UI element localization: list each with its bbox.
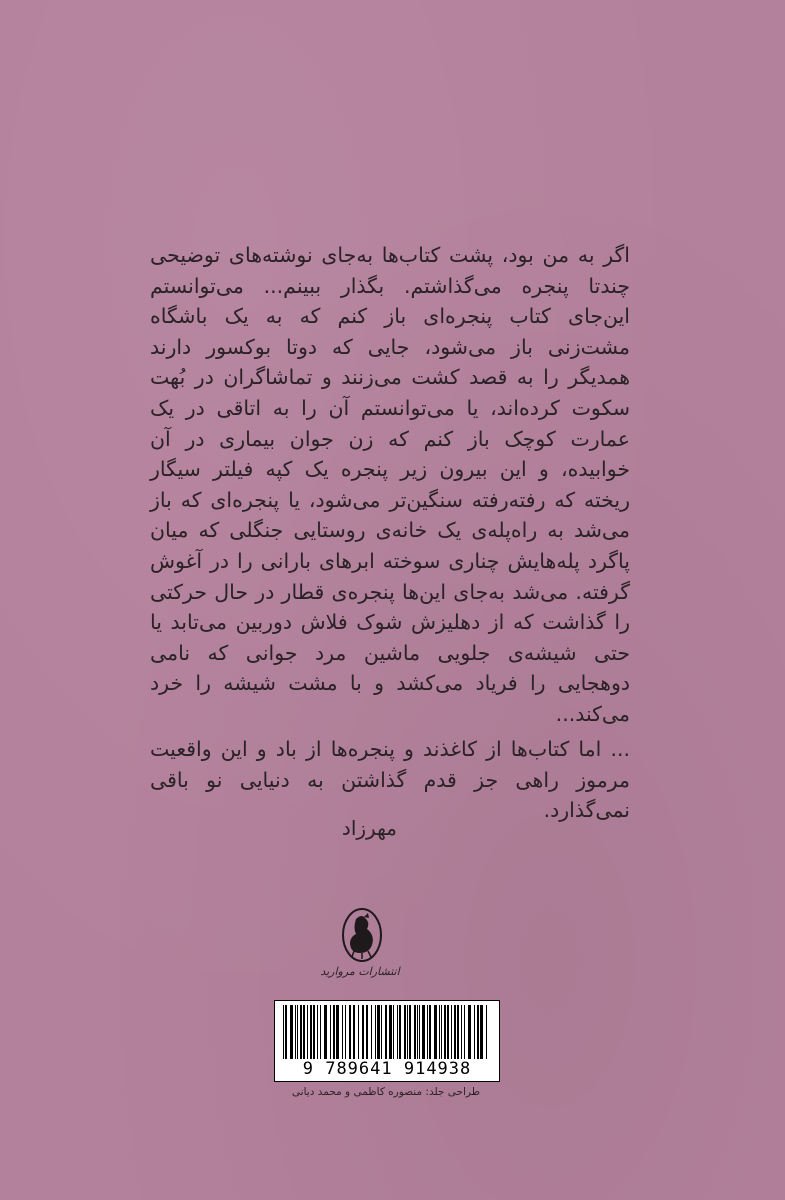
barcode-bar	[342, 1005, 343, 1059]
barcode-bar	[283, 1005, 284, 1059]
barcode-bar	[324, 1005, 327, 1059]
publisher-name: انتشارات مروارید	[320, 965, 400, 978]
rooster-logo-icon	[340, 905, 384, 963]
barcode-bar	[307, 1005, 308, 1059]
barcode-bar	[375, 1005, 376, 1059]
barcode-bar	[349, 1005, 351, 1059]
barcode-bar	[317, 1005, 318, 1059]
barcode-bar	[381, 1005, 382, 1059]
barcode-bar	[290, 1005, 293, 1059]
barcode-bar	[429, 1005, 431, 1059]
barcode-bar	[409, 1005, 411, 1059]
barcode-bar	[371, 1005, 372, 1059]
barcode-bar	[461, 1005, 462, 1059]
barcode-bar	[310, 1005, 312, 1059]
barcode-bar	[439, 1005, 440, 1059]
barcode-bar	[295, 1005, 296, 1059]
barcode-bar	[345, 1005, 346, 1059]
barcode-bar	[407, 1005, 408, 1059]
barcode-bar	[464, 1005, 465, 1059]
barcode-bar	[300, 1005, 302, 1059]
barcode-bar	[422, 1005, 425, 1059]
barcode-bar	[454, 1005, 456, 1059]
barcode-bar	[397, 1005, 398, 1059]
barcode-bar	[297, 1005, 298, 1059]
blurb-paragraph-2: ... اما کتاب‌ها از کاغذند و پنجره‌ها از باد و این واقعیت مرموز راهی جز قدم گذاشتن به دنیایی نو باقی نمی‌گذارد.	[150, 737, 630, 823]
isbn-number: 9 789641 914938	[302, 1059, 472, 1079]
barcode-bar	[362, 1005, 364, 1059]
barcode-bar	[441, 1005, 442, 1059]
barcode-bar	[303, 1005, 305, 1059]
author-signature: مهرزاد	[341, 816, 397, 840]
barcode-bar	[385, 1005, 387, 1059]
barcode-bar	[399, 1005, 401, 1059]
barcode-bar	[353, 1005, 355, 1059]
barcode-bar	[313, 1005, 315, 1059]
barcode-bar	[468, 1005, 471, 1059]
barcode-bar	[444, 1005, 446, 1059]
blurb-paragraph-1: اگر به من بود، پشت کتاب‌ها به‌جای نوشته‌های توضیحی چندتا پنجره می‌گذاشتم. بگذار ببینم... می‌توانستم این‌جای کتاب پنجره‌ای باز کنم که به یک باشگاه مشت‌زنی باز می‌شود، جایی که دوتا بوکسور دارند همدیگر را به قصد کشت می‌زنند و تماشاگران در بُهت سکوت کرده‌اند، یا می‌توانستم آن را به اتاقی در یک عمارت کوچک باز کنم که زن جوان بیماری در آن خوابیده، و این بیرون زیر پنجره یک کپه فیلتر سیگار ریخته که رفته‌رفته سنگین‌تر می‌شود، یا پنجره‌ای که باز می‌شد به راه‌پله‌ی یک خانه‌ی روستایی جنگلی که میان پاگرد پله‌هایش چناری سوخته ابرهای بارانی را در آغوش گرفته. می‌شد به‌جای این‌ها پنجره‌ی قطار در حال حرکتی را گذاشت که از دهلیزش شوک فلاش دوربین می‌تابد یا حتی شیشه‌ی جلویی ماشین مرد جوانی که نامی دوهجایی را فریاد می‌کشد و با مشت شیشه را خرد می‌کند...	[150, 243, 630, 726]
barcode-bar	[427, 1005, 428, 1059]
barcode-bar	[457, 1005, 459, 1059]
barcode-bar	[417, 1005, 418, 1059]
barcode-bar	[474, 1005, 475, 1059]
barcode-bar	[358, 1005, 359, 1059]
barcode-bar	[451, 1005, 452, 1059]
barcode-bar	[414, 1005, 416, 1059]
barcode-bar	[336, 1005, 339, 1059]
barcode	[274, 1000, 500, 1082]
barcode-bar	[477, 1005, 479, 1059]
barcode-bar	[434, 1005, 437, 1059]
barcode-bar	[285, 1005, 287, 1059]
barcode-bar	[320, 1005, 321, 1059]
barcode-bar	[389, 1005, 392, 1059]
barcode-bar	[447, 1005, 449, 1059]
barcode-bar	[486, 1005, 487, 1059]
barcode-bar	[419, 1005, 420, 1059]
barcode-bar	[377, 1005, 380, 1059]
barcode-bar	[480, 1005, 483, 1059]
barcode-bars	[281, 1005, 493, 1059]
barcode-bar	[393, 1005, 394, 1059]
barcode-bar	[330, 1005, 331, 1059]
barcode-bar	[333, 1005, 335, 1059]
barcode-bar	[404, 1005, 406, 1059]
cover-design-credit: طراحی جلد: منصوره کاظمی و محمد دیانی	[291, 1086, 481, 1098]
barcode-bar	[366, 1005, 368, 1059]
